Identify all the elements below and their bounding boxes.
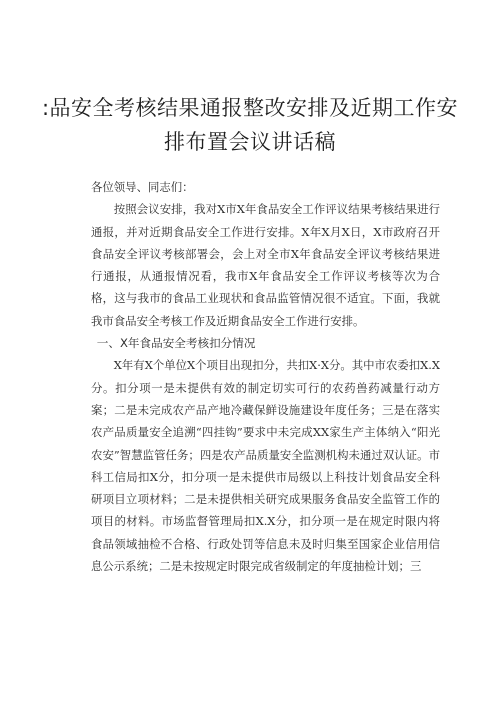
paragraph-intro: 按照会议安排，我对X市X年食品安全工作评议结果考核结果进行通报，并对近期食品安全工作进行安排。X年X月X日，X市政府召开食品安全评议考核部署会，会上对全市X年食品安全评议考核结果进行通报，从通报情况看，我市X年食品安全工作评议考核等次为合格，这与我市的食品工业现状和食品监管情况很不适宜。下面，我就我市食品安全考核工作及近期食品安全工作进行安排。 xyxy=(91,202,440,328)
section-heading-1: 一、X年食品安全考核扣分情况 xyxy=(96,336,256,351)
salutation: 各位领导、同志们： xyxy=(91,180,194,194)
paragraph-deductions: X年有X个单位X个项目出现扣分，共扣X·X分。其中市农委扣X.X分。扣分项一是未提供有效的制定切实可行的农药兽药减量行动方案；二是未完成农产品产地冷藏保鲜设施建设年度任务；三是在落实农产品质量安全追溯“四挂钩”要求中未完成XX家生产主体纳入“阳光农安”智慧监管任务；四是农产品质量安全监测机构未通过双认证。市科工信局扣X分，扣分项一是未提供市局级以上科技计划食品安全科研项目立项材料；二是未提供相关研究成果服务食品安全监管工作的项目的材料。市场监督管理局扣X.X分，扣分项一是在规定时限内将食品领域抽检不合格、行政处罚等信息未及时归集至国家企业信用信息公示系统；二是未按规定时限完成省级制定的年度抽检计划；三 xyxy=(91,358,440,574)
document-title-line-1: :品安全考核结果通报整改安排及近期工作安 xyxy=(41,96,459,120)
document-title-line-2: 排布置会议讲话稿 xyxy=(164,130,336,154)
document-body xyxy=(91,176,440,577)
